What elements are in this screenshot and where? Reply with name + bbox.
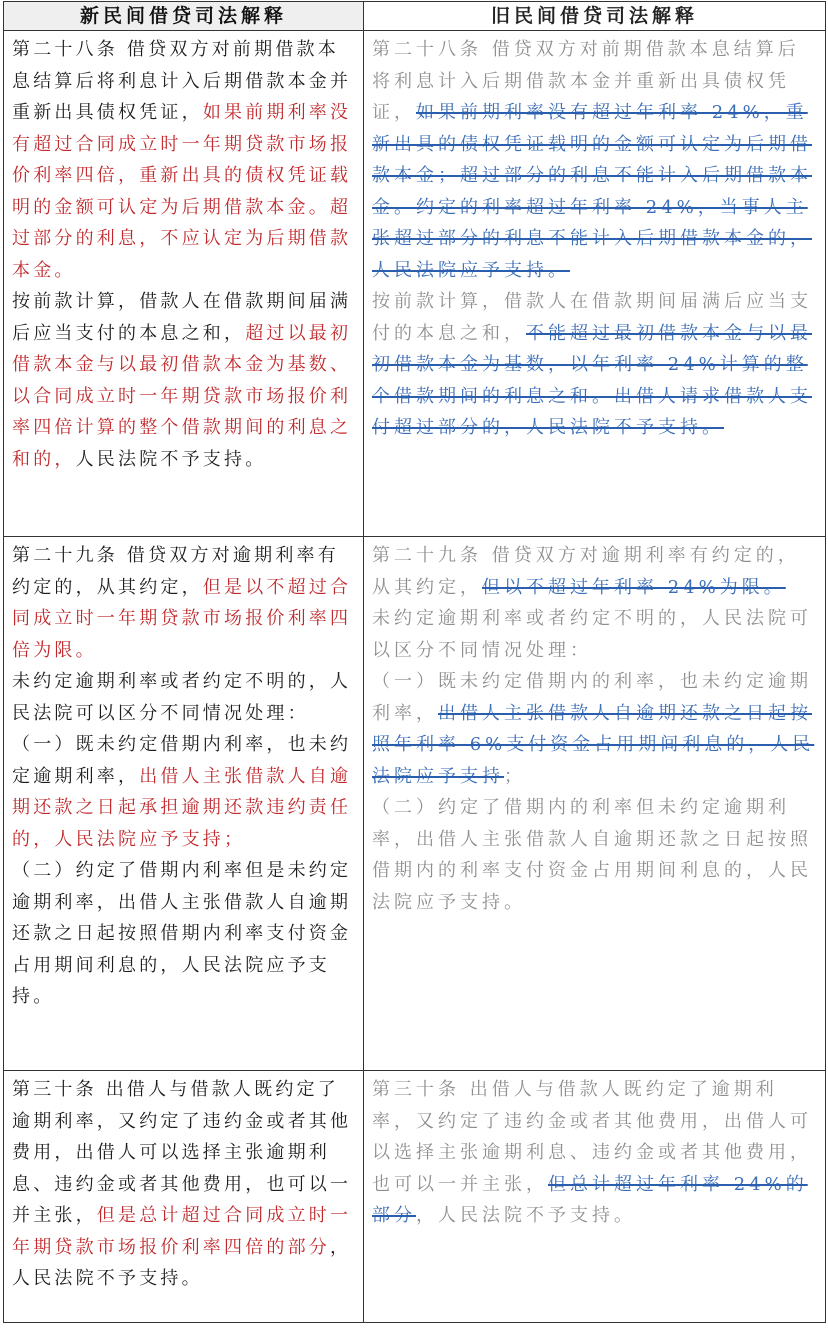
text-segment: 按前款计算，借款人在借款期间届满后应当支付的本息之和， xyxy=(372,291,812,344)
clause-paragraph xyxy=(12,286,357,475)
text-segment: ，人民法院不予支持。 xyxy=(12,1236,352,1289)
changed-text: 出借人主张借款人自逾期还款之日起承担逾期还款违约责任的，人民法院应予支持； xyxy=(12,765,352,850)
clause-paragraph xyxy=(12,729,357,855)
clause-paragraph xyxy=(12,855,357,1013)
article-29-new-cell xyxy=(4,537,364,1071)
article-29-old-cell xyxy=(364,537,826,1071)
deleted-text: 但以不超过年利率 24%为限。 xyxy=(482,576,786,598)
changed-text: 超过以最初借款本金与以最初借款本金为基数、以合同成立时一年期贷款市场报价利率四倍计算的整个借款期间的利息之和的， xyxy=(12,322,352,470)
deleted-text: 如果前期利率没有超过年利率 24%，重新出具的债权凭证载明的金额可认定为后期借款本金；超过部分的利息不能计入后期借款本金。约定的利率超过年利率 24%，当事人主张超过部分的利息不能计入后期借款本金的，人民法院应予支持。 xyxy=(372,102,812,281)
changed-text: 但是总计超过合同成立时一年期贷款市场报价利率四倍的部分 xyxy=(12,1205,352,1258)
header-row xyxy=(4,2,826,31)
header-old-interpretation: 旧民间借贷司法解释 xyxy=(364,2,826,31)
article-28-new-cell xyxy=(4,31,364,537)
article-28-row xyxy=(4,31,826,537)
deleted-text: 出借人主张借款人自逾期还款之日起按照年利率 6%支付资金占用期间利息的，人民法院应予支持 xyxy=(372,702,815,787)
article-30-row xyxy=(4,1071,826,1323)
text-segment: （二）约定了借期内的利率但未约定逾期利率，出借人主张借款人自逾期还款之日起按照借期内的利率支付资金占用期间利息的，人民法院应予支持。 xyxy=(372,797,812,913)
clause-paragraph xyxy=(12,34,357,286)
clause-paragraph xyxy=(372,666,819,792)
deleted-text: 但总计超过年利率 24%的部分 xyxy=(372,1173,808,1226)
text-segment: ； xyxy=(504,765,526,787)
article-29-row xyxy=(4,537,826,1071)
clause-paragraph xyxy=(372,34,819,286)
clause-paragraph xyxy=(372,286,819,444)
clause-paragraph xyxy=(372,540,819,603)
changed-text: 如果前期利率没有超过合同成立时一年期贷款市场报价利率四倍，重新出具的债权凭证载明的金额可认定为后期借款本金。超过部分的利息，不应认定为后期借款本金。 xyxy=(12,102,352,281)
text-segment: 第三十条 出借人与借款人既约定了逾期利率，又约定了违约金或者其他费用，出借人可以选择主张逾期利息、违约金或者其他费用，也可以一并主张， xyxy=(12,1079,352,1226)
header-new-interpretation: 新民间借贷司法解释 xyxy=(4,2,364,31)
clause-paragraph xyxy=(12,540,357,666)
clause-paragraph xyxy=(372,792,819,918)
clause-paragraph xyxy=(12,666,357,729)
changed-text: 但是以不超过合同成立时一年期贷款市场报价利率四倍为限。 xyxy=(12,576,352,661)
text-segment: 第二十八条 借贷双方对前期借款本息结算后将利息计入后期借款本金并重新出具债权凭证， xyxy=(372,39,800,123)
text-segment: （一）既未约定借期内的利率，也未约定逾期利率， xyxy=(372,671,812,724)
text-segment: ，人民法院不予支持。 xyxy=(416,1205,636,1226)
article-30-new-cell xyxy=(4,1071,364,1323)
text-segment: 第二十九条 借贷双方对逾期利率有约定的，从其约定， xyxy=(372,545,800,598)
clause-paragraph xyxy=(372,603,819,666)
article-28-old-cell xyxy=(364,31,826,537)
text-segment: 按前款计算，借款人在借款期间届满后应当支付的本息之和， xyxy=(12,291,352,344)
text-segment: 第二十九条 借贷双方对逾期利率有约定的，从其约定， xyxy=(12,545,339,598)
article-30-old-cell xyxy=(364,1071,826,1323)
clause-paragraph xyxy=(12,1074,357,1295)
text-segment: 第三十条 出借人与借款人既约定了逾期利率，又约定了违约金或者其他费用，出借人可以选择主张逾期利息、违约金或者其他费用，也可以一并主张， xyxy=(372,1079,812,1195)
comparison-table xyxy=(3,1,826,1323)
text-segment: （一）既未约定借期内利率，也未约定逾期利率， xyxy=(12,734,352,787)
text-segment: 未约定逾期利率或者约定不明的，人民法院可以区分不同情况处理： xyxy=(12,671,352,724)
text-segment: 人民法院不予支持。 xyxy=(75,448,267,470)
text-segment: （二）约定了借期内利率但是未约定逾期利率，出借人主张借款人自逾期还款之日起按照借期内利率支付资金占用期间利息的，人民法院应予支持。 xyxy=(12,860,352,1007)
text-segment: 第二十八条 借贷双方对前期借款本息结算后将利息计入后期借款本金并重新出具债权凭证， xyxy=(12,39,352,123)
deleted-text: 不能超过最初借款本金与以最初借款本金为基数，以年利率 24%计算的整个借款期间的利息之和。出借人请求借款人支付超过部分的，人民法院不予支持。 xyxy=(372,322,812,438)
clause-paragraph xyxy=(372,1074,819,1232)
text-segment: 未约定逾期利率或者约定不明的，人民法院可以区分不同情况处理： xyxy=(372,608,812,661)
